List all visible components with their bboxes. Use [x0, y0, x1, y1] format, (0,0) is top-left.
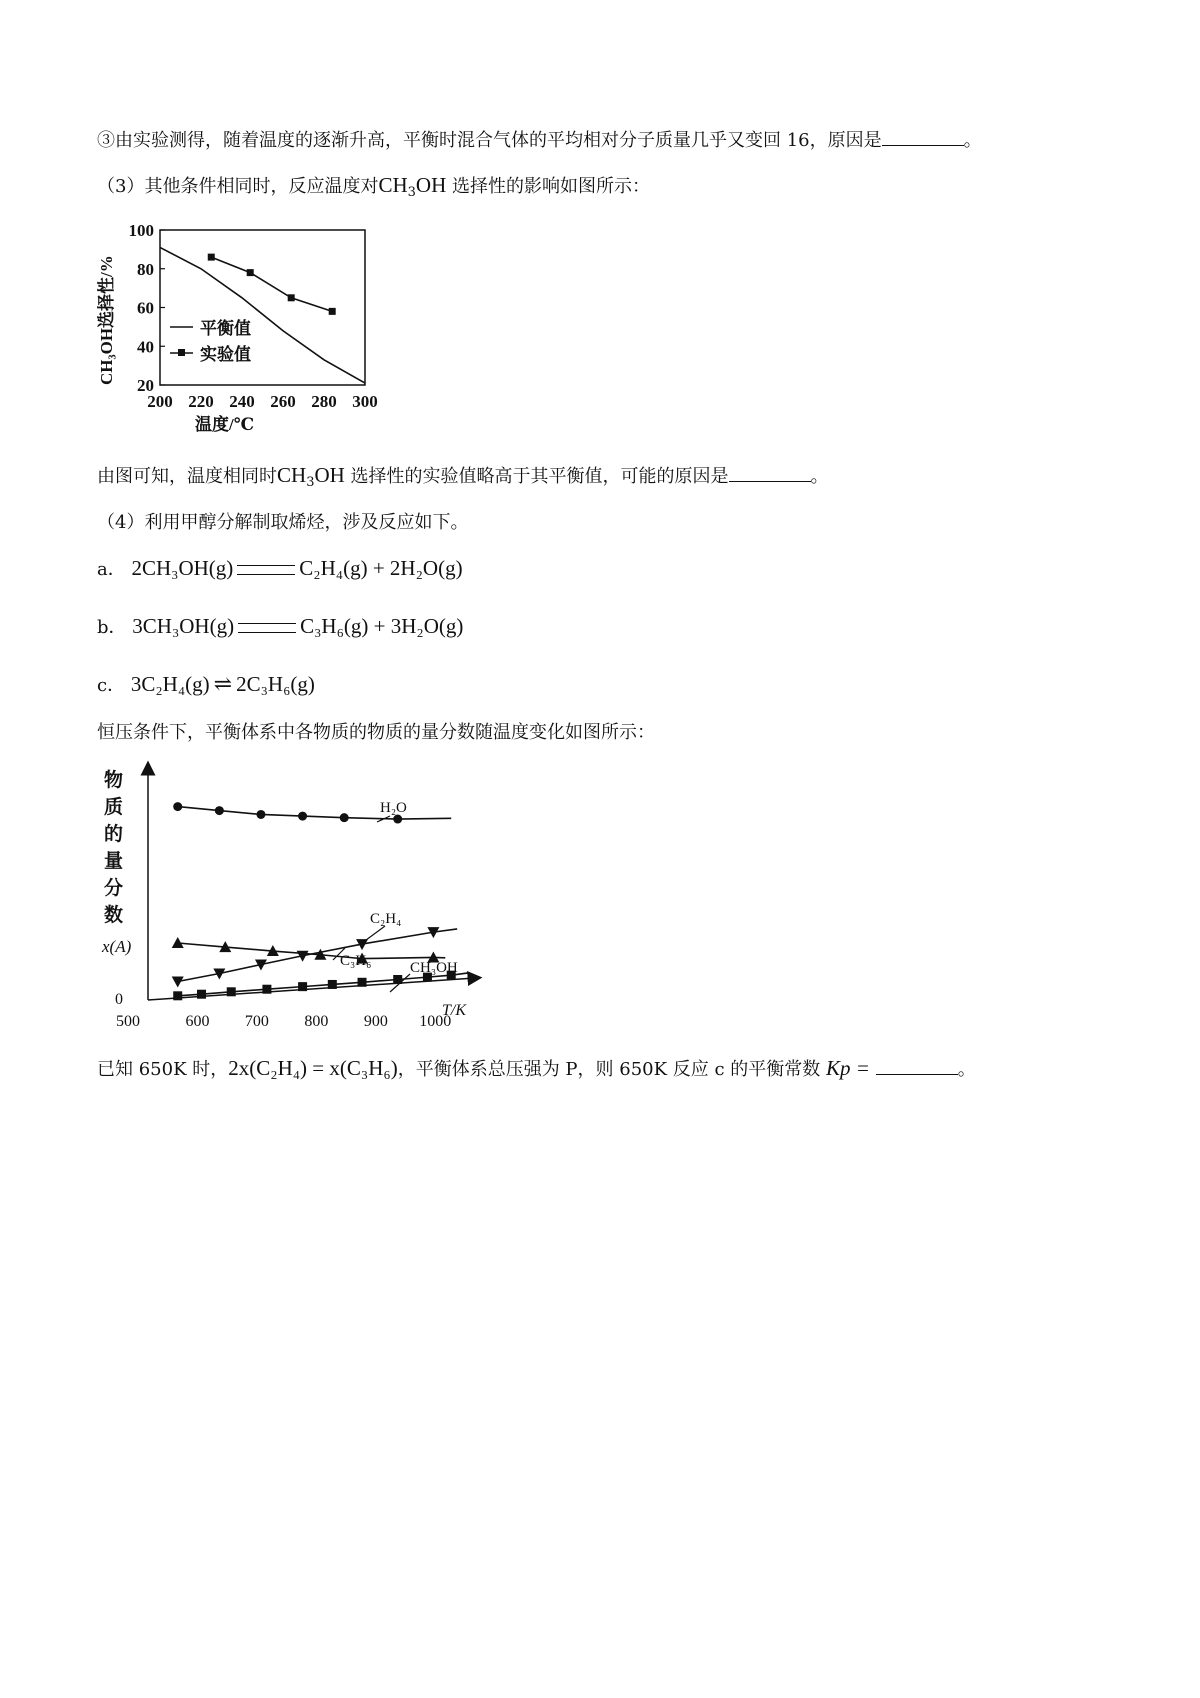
chart2-ylabel-symbol: x(A) [102, 937, 132, 956]
answer-blank-3[interactable] [876, 1058, 958, 1075]
chart1-ytick-label: 100 [128, 221, 154, 240]
chart1-ytick-label: 60 [137, 298, 154, 318]
chart1-data-point [329, 308, 336, 315]
legend-marker-square [178, 349, 185, 356]
chart2-point-circle [173, 802, 182, 811]
chart2-ylabel-char: 物 [104, 770, 124, 791]
chart2-point-circle [340, 813, 349, 822]
chart1-data-point [208, 254, 215, 261]
chart1-xlabel: 温度/℃ [195, 415, 255, 434]
chart2-point-square [298, 982, 307, 991]
chart1-ytick-label: 20 [137, 376, 154, 395]
chart2-point-triangle-down [172, 977, 184, 988]
chart2-point-triangle-up [172, 937, 184, 948]
chart1-data-point [247, 269, 254, 276]
chart2-xlabel: T/K [442, 1002, 467, 1019]
answer-blank-1[interactable] [882, 129, 964, 146]
chart2-xtick-label: 700 [244, 1013, 269, 1030]
chart1-xtick-label: 200 [147, 392, 173, 411]
reaction-a: a． 2CH₃OH(g) C₂H₄(g) + 2H₂O(g) [97, 556, 463, 580]
legend-equilibrium: 平衡值 [200, 319, 251, 338]
chart2-ylabel-char: 数 [104, 905, 124, 926]
series-label: H₂O [380, 800, 407, 816]
chart2-series-line-2 [178, 943, 446, 959]
equals-arrow [237, 565, 295, 575]
chart2-xtick-label: 500 [116, 1013, 140, 1030]
reaction-b: b． 3CH₃OH(g) C₃H₆(g) + 3H₂O(g) [97, 614, 464, 638]
chart2-xtick-label: 1000 [419, 1013, 452, 1030]
selectivity-chart [90, 220, 380, 440]
chart2-ylabel-char: 质 [104, 797, 124, 818]
series-label: C₃H₆ [340, 953, 372, 969]
reaction-c: c． 3C₂H₄(g) ⇌ 2C₃H₆(g) [97, 672, 315, 697]
chart2-point-square [262, 985, 271, 994]
chart2-ylabel-char: 分 [104, 878, 124, 899]
reversible-arrow: ⇌ [213, 672, 233, 697]
chart2-point-circle [256, 810, 265, 819]
part3-intro: （3）其他条件相同时，反应温度对$CH_3OH$ 选择性的影响如图所示： [97, 173, 650, 200]
final-question: 已知 650K 时，2x(C₂H₄) = x(C₃H₆)，平衡体系总压强为 P，则 650K 反应 c 的平衡常数 Kp = 。 [97, 1056, 976, 1080]
equals-arrow [238, 623, 296, 633]
chart1-ylabel: CH₃OH选择性/% [97, 255, 116, 385]
chart2-point-square [328, 980, 337, 989]
chart2-ylabel-char: 量 [104, 851, 124, 872]
series-label: C₂H₄ [370, 911, 402, 927]
mole-fraction-chart [90, 760, 510, 1040]
part3-conclusion: 由图可知，温度相同时$CH_3OH$ 选择性的实验值略高于其平衡值，可能的原因是 。 [97, 463, 829, 490]
chart1-xtick-label: 220 [188, 392, 214, 411]
chart2-point-square [227, 987, 236, 996]
chart1-ytick-label: 40 [137, 337, 154, 357]
chart1-xtick-label: 240 [229, 392, 255, 411]
part4-intro: （4）利用甲醇分解制取烯烃，涉及反应如下。 [97, 512, 469, 533]
chart2-xtick-label: 800 [304, 1013, 329, 1030]
y-zero-label: 0 [115, 991, 123, 1008]
series-label: CH₃OH [410, 960, 458, 976]
chart2-point-square [197, 990, 206, 999]
chart1-frame [160, 230, 365, 385]
chart1-data-point [288, 294, 295, 301]
chart2-ylabel-char: 的 [104, 824, 124, 845]
chart1-xtick-label: 280 [311, 392, 337, 411]
legend-experimental: 实验值 [200, 345, 251, 364]
q3-reason-line: ③由实验测得，随着温度的逐渐升高，平衡时混合气体的平均相对分子质量几乎又变回 16，原因是 。 [97, 130, 982, 151]
answer-blank-2[interactable] [729, 465, 811, 482]
chart2-point-square [358, 978, 367, 987]
chart2-xtick-label: 600 [185, 1013, 210, 1030]
chart2-point-square [173, 991, 182, 1000]
chart2-xtick-label: 900 [363, 1013, 388, 1030]
chart2-point-circle [215, 806, 224, 815]
chart1-ytick-label: 80 [137, 259, 154, 279]
chart1-xtick-label: 300 [352, 392, 378, 411]
part4-chart-intro: 恒压条件下，平衡体系中各物质的物质的量分数随温度变化如图所示： [97, 722, 655, 743]
chart1-xtick-label: 260 [270, 392, 296, 411]
chart2-point-circle [298, 812, 307, 821]
